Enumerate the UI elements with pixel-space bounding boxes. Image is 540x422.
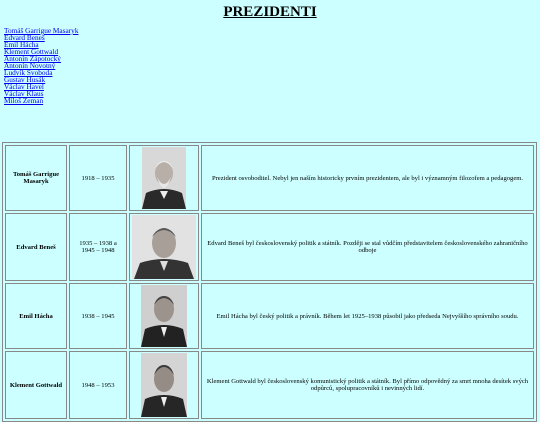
nav-link-zapotocky[interactable]: Antonín Zápotocký bbox=[4, 54, 61, 64]
nav-link-zeman[interactable]: Miloš Zeman bbox=[4, 96, 44, 106]
term-years: 1935 – 1938 a 1945 – 1948 bbox=[69, 213, 127, 281]
gottwald-portrait-image bbox=[141, 353, 187, 417]
president-description: Edvard Beneš byl československý politik a státník. Později se stal vůdčím představitelem československého zahraničního odboje bbox=[201, 213, 534, 281]
president-photo bbox=[129, 145, 199, 211]
president-photo bbox=[129, 283, 199, 349]
term-years: 1918 – 1935 bbox=[69, 145, 127, 211]
nav-link-hacha[interactable]: Emil Hácha bbox=[4, 40, 39, 50]
nav-link-benes[interactable]: Edvard Beneš bbox=[4, 33, 45, 43]
masaryk-portrait-image bbox=[142, 147, 186, 209]
president-nav bbox=[4, 27, 78, 105]
benes-portrait-image bbox=[132, 215, 196, 279]
table-row bbox=[5, 213, 534, 281]
page-title: PREZIDENTI bbox=[223, 4, 317, 20]
president-name: Emil Hácha bbox=[5, 283, 67, 349]
president-photo bbox=[129, 351, 199, 419]
president-description: Prezident osvoboditel. Nebyl jen naším historicky prvním prezidentem, ale byl i významným filozofem a pedagogem. bbox=[201, 145, 534, 211]
president-photo bbox=[129, 213, 199, 281]
nav-link-husak[interactable]: Gustav Husák bbox=[4, 75, 46, 85]
table-row bbox=[5, 351, 534, 419]
table-row bbox=[5, 145, 534, 211]
table-row bbox=[5, 283, 534, 349]
president-name: Tomáš Garrigue Masaryk bbox=[5, 145, 67, 211]
presidents-table bbox=[2, 142, 537, 422]
term-years: 1948 – 1953 bbox=[69, 351, 127, 419]
nav-link-klaus[interactable]: Václav Klaus bbox=[4, 89, 44, 99]
president-description: Klement Gottwald byl československý komunistický politik a státník. Byl přímo odpovědný za smrt mnoha desítek svých odpůrců, spolupracovníků i nevinných lidí. bbox=[201, 351, 534, 419]
nav-link-gottwald[interactable]: Klement Gottwald bbox=[4, 47, 59, 57]
term-years: 1938 – 1945 bbox=[69, 283, 127, 349]
president-name: Klement Gottwald bbox=[5, 351, 67, 419]
president-name: Edvard Beneš bbox=[5, 213, 67, 281]
president-description: Emil Hácha byl český politik a právník. Během let 1925–1938 působil jako předseda Nejvyššího správního soudu. bbox=[201, 283, 534, 349]
nav-link-novotny[interactable]: Antonín Novotný bbox=[4, 61, 56, 71]
nav-link-svoboda[interactable]: Ludvík Svoboda bbox=[4, 68, 53, 78]
hacha-portrait-image bbox=[141, 285, 187, 347]
nav-link-masaryk[interactable]: Tomáš Garrigue Masaryk bbox=[4, 26, 79, 35]
nav-link-havel[interactable]: Václav Havel bbox=[4, 82, 44, 92]
